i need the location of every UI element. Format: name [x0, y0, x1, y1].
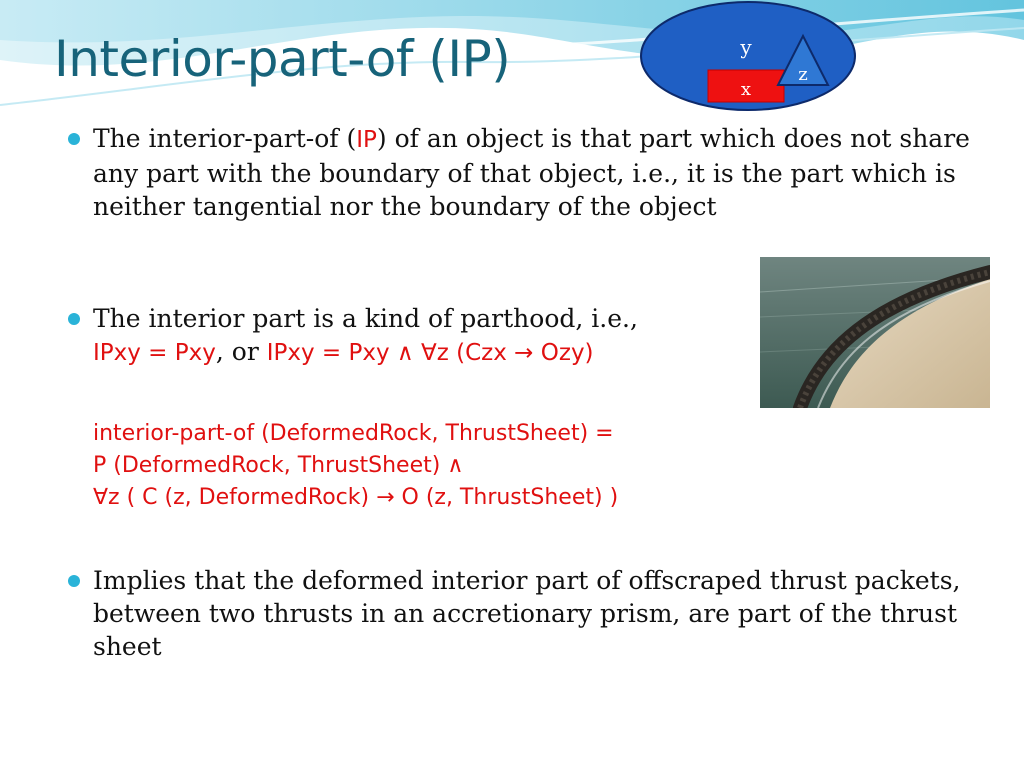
label-y: y	[740, 35, 752, 59]
ip-abbrev: IP	[356, 127, 377, 153]
formula-ip-simple: IPxy = Pxy	[93, 340, 216, 366]
formula-ip-full: IPxy = Pxy ∧ ∀z (Czx → Ozy)	[266, 340, 594, 366]
example-line-1: interior-part-of (DeformedRock, ThrustSheet) =	[93, 421, 614, 446]
bullet-1-text: The interior-part-of (IP) of an object is that part which does not share any part with the boundary of that object, i.e., it is the part which is neither tangential nor the boundary of the object	[93, 124, 970, 221]
bullet-2-formulas: IPxy = Pxy, or IPxy = Pxy ∧ ∀z (Czx → Ozy)	[93, 337, 594, 366]
parthood-diagram	[638, 0, 860, 118]
breakwater-photo	[760, 257, 990, 408]
bullet-3-text: Implies that the deformed interior part of offscraped thrust packets, between two thrusts in an accretionary prism, are part of the thrust sheet	[93, 566, 961, 661]
example-line-2: P (DeformedRock, ThrustSheet) ∧	[93, 453, 464, 478]
example-formula-block	[93, 418, 618, 514]
label-x: x	[740, 79, 752, 100]
label-z: z	[798, 64, 808, 85]
bullet-2-text: The interior part is a kind of parthood, i.e., IPxy = Pxy, or IPxy = Pxy ∧ ∀z (Czx → Ozy)	[93, 302, 743, 370]
bullet-dot-2	[68, 313, 80, 325]
example-line-3: ∀z ( C (z, DeformedRock) → O (z, ThrustSheet) )	[93, 485, 619, 510]
bullet-dot-3	[68, 575, 80, 587]
slide-title: Interior-part-of (IP)	[54, 30, 511, 88]
bullet-dot-1	[68, 133, 80, 145]
